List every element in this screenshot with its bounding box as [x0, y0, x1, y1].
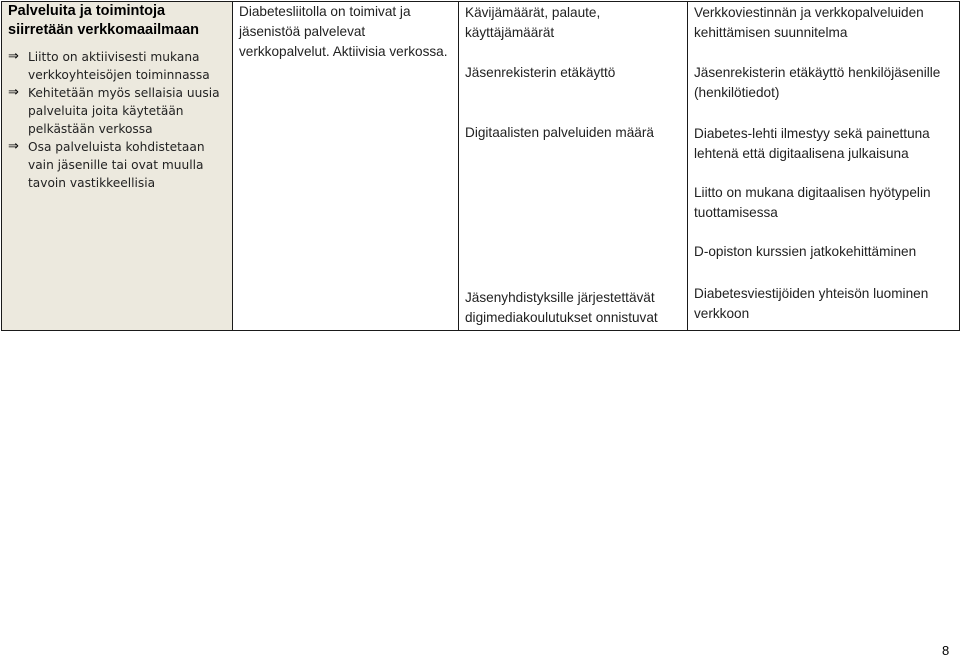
indicator-item: Kävijämäärät, palaute, käyttäjämäärät [465, 5, 601, 40]
double-arrow-icon: ⇒ [8, 85, 19, 100]
goal-title: Palveluita ja toimintoja siirretään verkkomaailmaan [8, 3, 200, 38]
actions-block [694, 2, 953, 330]
action-item: Liitto on mukana digitaalisen hyötypelin tuottamisessa [694, 185, 931, 220]
action-item: D-opiston kurssien jatkokehittäminen [694, 244, 917, 259]
strategy-table [1, 1, 960, 331]
bullet-text: Kehitetään myös sellaisia uusia palveluita joita käytetään pelkästään verkossa [28, 86, 220, 136]
action-item: Diabetes-lehti ilmestyy sekä painettuna lehtenä että digitaalisena julkaisuna [694, 126, 930, 161]
action-item: Jäsenrekisterin etäkäyttö henkilöjäsenille (henkilötiedot) [694, 65, 941, 100]
page-number: 8 [942, 643, 950, 658]
bullet-text: Osa palveluista kohdistetaan vain jäsenille tai ovat muulla tavoin vastikkeellisia [28, 140, 205, 190]
indicator-item: Jäsenyhdistyksille järjestettävät digimediakoulutukset onnistuvat [465, 290, 658, 325]
indicator-item: Jäsenrekisterin etäkäyttö [465, 65, 616, 80]
list-item [8, 138, 226, 192]
goal-cell [2, 2, 233, 331]
list-item [8, 84, 226, 138]
double-arrow-icon: ⇒ [8, 139, 19, 154]
goal-bullet-list [8, 48, 226, 192]
list-item [8, 48, 226, 84]
indicators-cell [459, 2, 688, 331]
status-text: Diabetesliitolla on toimivat ja jäsenistöä palvelevat verkkopalvelut. Aktiivisia verkossa. [239, 4, 448, 59]
action-item: Verkkoviestinnän ja verkkopalveluiden kehittämisen suunnitelma [694, 5, 924, 40]
status-cell [233, 2, 459, 331]
table-row [2, 2, 960, 331]
bullet-text: Liitto on aktiivisesti mukana verkkoyhteisöjen toiminnassa [28, 50, 210, 82]
indicator-item: Digitaalisten palveluiden määrä [465, 125, 654, 140]
actions-cell [688, 2, 960, 331]
indicators-block [465, 2, 681, 330]
double-arrow-icon: ⇒ [8, 49, 19, 64]
action-item: Diabetesviestijöiden yhteisön luominen verkkoon [694, 286, 929, 321]
